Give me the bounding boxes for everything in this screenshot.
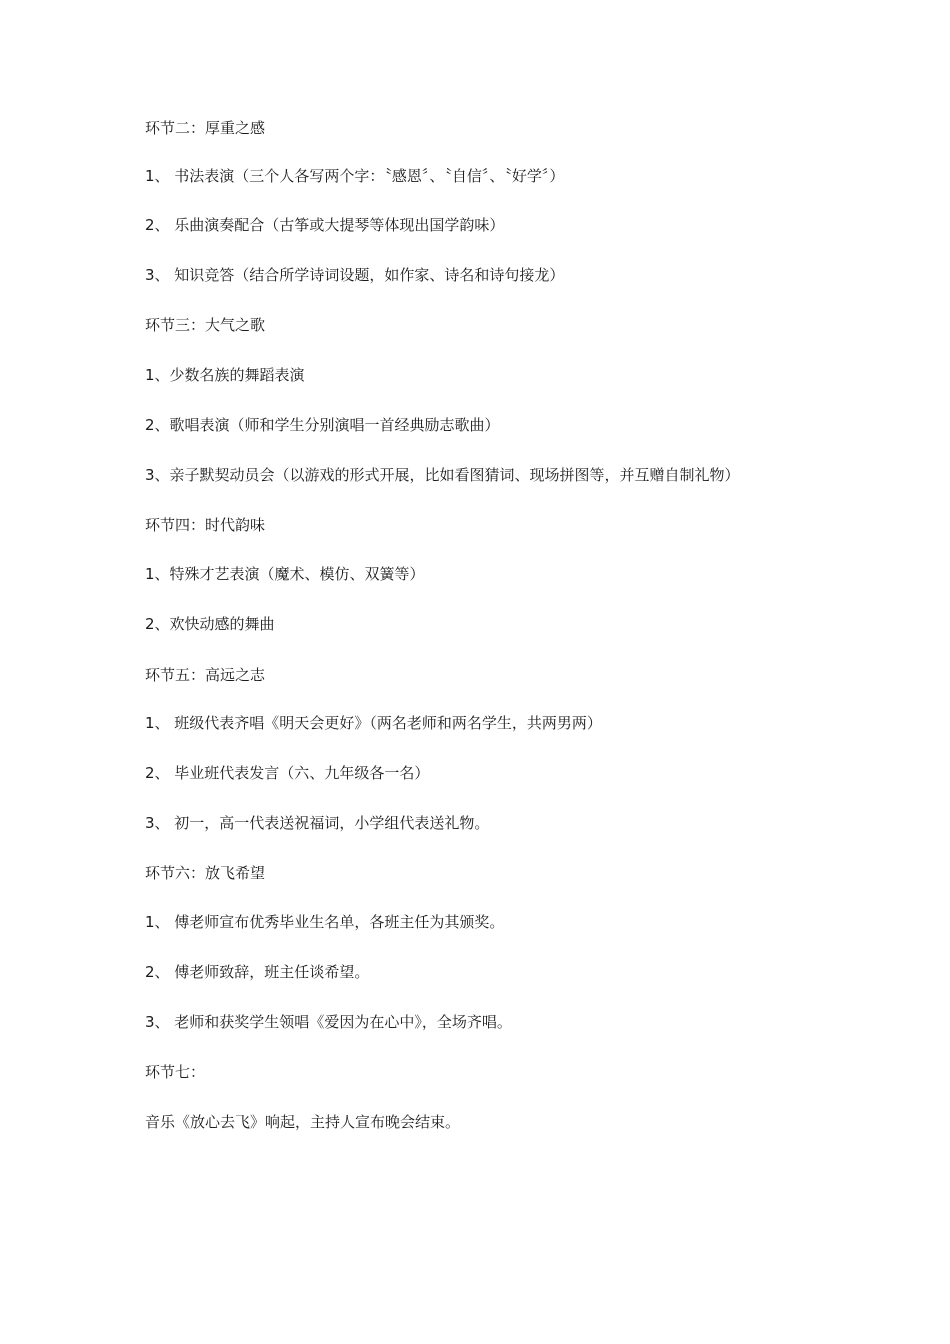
- list-item: 1、 书法表演（三个人各写两个字：〝感恩〞、〝自信〞、〝好学〞）: [145, 167, 565, 185]
- list-item: 3、亲子默契动员会（以游戏的形式开展，比如看图猜词、现场拼图等，并互赠自制礼物）: [145, 466, 740, 484]
- section-heading-5: 环节五：高远之志: [145, 666, 266, 684]
- closing-paragraph: 音乐《放心去飞》响起，主持人宣布晚会结束。: [145, 1113, 461, 1131]
- list-item: 3、 初一，高一代表送祝福词，小学组代表送礼物。: [145, 814, 490, 832]
- list-item: 3、 老师和获奖学生领唱《爱因为在心中》，全场齐唱。: [145, 1013, 512, 1031]
- list-item: 2、欢快动感的舞曲: [145, 615, 275, 633]
- section-heading-7: 环节七：: [145, 1063, 206, 1081]
- list-item: 2、 傅老师致辞，班主任谈希望。: [145, 963, 370, 981]
- section-heading-3: 环节三：大气之歌: [145, 316, 266, 334]
- list-item: 2、歌唱表演（师和学生分别演唱一首经典励志歌曲）: [145, 416, 500, 434]
- list-item: 1、 傅老师宣布优秀毕业生名单，各班主任为其颁奖。: [145, 913, 505, 931]
- section-heading-4: 环节四：时代韵味: [145, 516, 266, 534]
- list-item: 1、 班级代表齐唱《明天会更好》（两名老师和两名学生，共两男两）: [145, 714, 602, 732]
- list-item: 1、特殊才艺表演（魔术、模仿、双簧等）: [145, 565, 425, 583]
- section-heading-6: 环节六：放飞希望: [145, 864, 266, 882]
- list-item: 3、 知识竞答（结合所学诗词设题，如作家、诗名和诗句接龙）: [145, 266, 565, 284]
- list-item: 2、 毕业班代表发言（六、九年级各一名）: [145, 764, 430, 782]
- list-item: 2、 乐曲演奏配合（古筝或大提琴等体现出国学韵味）: [145, 216, 505, 234]
- list-item: 1、少数名族的舞蹈表演: [145, 366, 305, 384]
- section-heading-2: 环节二：厚重之感: [145, 119, 266, 137]
